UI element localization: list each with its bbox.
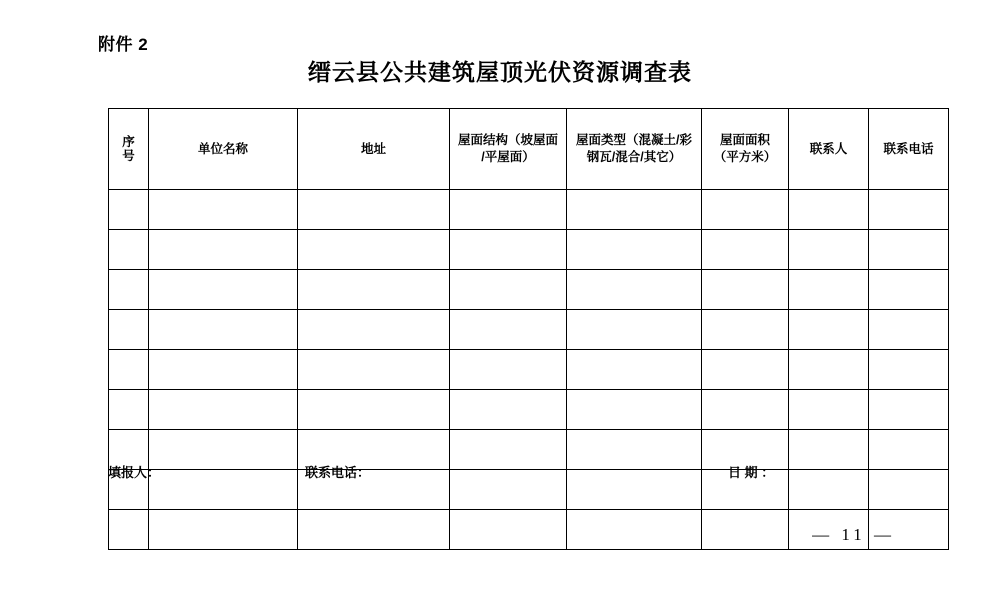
attachment-label: 附件 2 [98,35,149,54]
cell-contact-phone[interactable] [869,270,949,310]
cell-unit-name[interactable] [149,390,298,430]
page-title: 缙云县公共建筑屋顶光伏资源调查表 [308,60,692,85]
cell-roof-area[interactable] [702,190,789,230]
cell-address[interactable] [298,230,450,270]
cell-roof-area[interactable] [702,350,789,390]
column-header-address: 地址 [298,109,450,190]
table-row [109,350,949,390]
cell-sequence[interactable] [109,390,149,430]
cell-contact-phone[interactable] [869,190,949,230]
cell-sequence[interactable] [109,230,149,270]
cell-unit-name[interactable] [149,310,298,350]
cell-contact-person[interactable] [789,350,869,390]
cell-address[interactable] [298,190,450,230]
date-label: 日 期 ： [728,465,775,480]
cell-roof-type[interactable] [567,310,702,350]
cell-roof-structure[interactable] [450,270,567,310]
reporter-label: 填报人： [108,465,161,480]
cell-roof-structure[interactable] [450,230,567,270]
cell-roof-type[interactable] [567,190,702,230]
column-header-contact-phone: 联系电话 [869,109,949,190]
column-header-roof-structure-line2: /平屋面） [481,150,535,164]
table-row [109,390,949,430]
table-row [109,270,949,310]
column-header-roof-type-line1: 屋面类型（混凝土/彩 [576,133,692,148]
table-row [109,230,949,270]
column-header-sequence-line2: 号 [122,149,135,163]
cell-roof-type[interactable] [567,390,702,430]
cell-roof-type[interactable] [567,270,702,310]
cell-roof-structure[interactable] [450,310,567,350]
cell-roof-type[interactable] [567,350,702,390]
cell-unit-name[interactable] [149,230,298,270]
column-header-roof-type-line2: 钢瓦/混合/其它） [586,150,682,164]
cell-sequence[interactable] [109,190,149,230]
column-header-contact-person: 联系人 [789,109,869,190]
table-row [109,190,949,230]
cell-address[interactable] [298,390,450,430]
cell-unit-name[interactable] [149,350,298,390]
cell-roof-structure[interactable] [450,350,567,390]
cell-address[interactable] [298,310,450,350]
cell-roof-area[interactable] [702,390,789,430]
column-header-roof-structure [450,109,567,190]
cell-unit-name[interactable] [149,270,298,310]
cell-roof-structure[interactable] [450,190,567,230]
cell-contact-phone[interactable] [869,350,949,390]
column-header-sequence [109,109,149,190]
column-header-roof-area-line1: 屋面面积 [719,133,770,148]
cell-contact-phone[interactable] [869,230,949,270]
column-header-roof-type [567,109,702,190]
cell-contact-person[interactable] [789,270,869,310]
column-header-sequence-line1: 序 [122,134,135,149]
cell-address[interactable] [298,350,450,390]
cell-roof-area[interactable] [702,230,789,270]
cell-roof-type[interactable] [567,230,702,270]
table-header-row [109,109,949,190]
column-header-roof-area [702,109,789,190]
column-header-unit-name: 单位名称 [149,109,298,190]
footer-fields [108,462,892,486]
cell-roof-area[interactable] [702,310,789,350]
cell-contact-person[interactable] [789,390,869,430]
cell-contact-person[interactable] [789,310,869,350]
contact-phone-label: 联系电话： [305,465,371,480]
column-header-roof-structure-line1: 屋面结构（坡屋面 [457,133,558,148]
cell-contact-person[interactable] [789,230,869,270]
cell-sequence[interactable] [109,310,149,350]
cell-contact-person[interactable] [789,190,869,230]
cell-contact-phone[interactable] [869,310,949,350]
table-row [109,310,949,350]
cell-contact-phone[interactable] [869,390,949,430]
page-number: — 11 — [812,525,895,544]
cell-address[interactable] [298,270,450,310]
cell-roof-structure[interactable] [450,390,567,430]
column-header-roof-area-line2: （平方米） [713,150,777,164]
cell-roof-area[interactable] [702,270,789,310]
cell-unit-name[interactable] [149,190,298,230]
cell-sequence[interactable] [109,270,149,310]
cell-sequence[interactable] [109,350,149,390]
